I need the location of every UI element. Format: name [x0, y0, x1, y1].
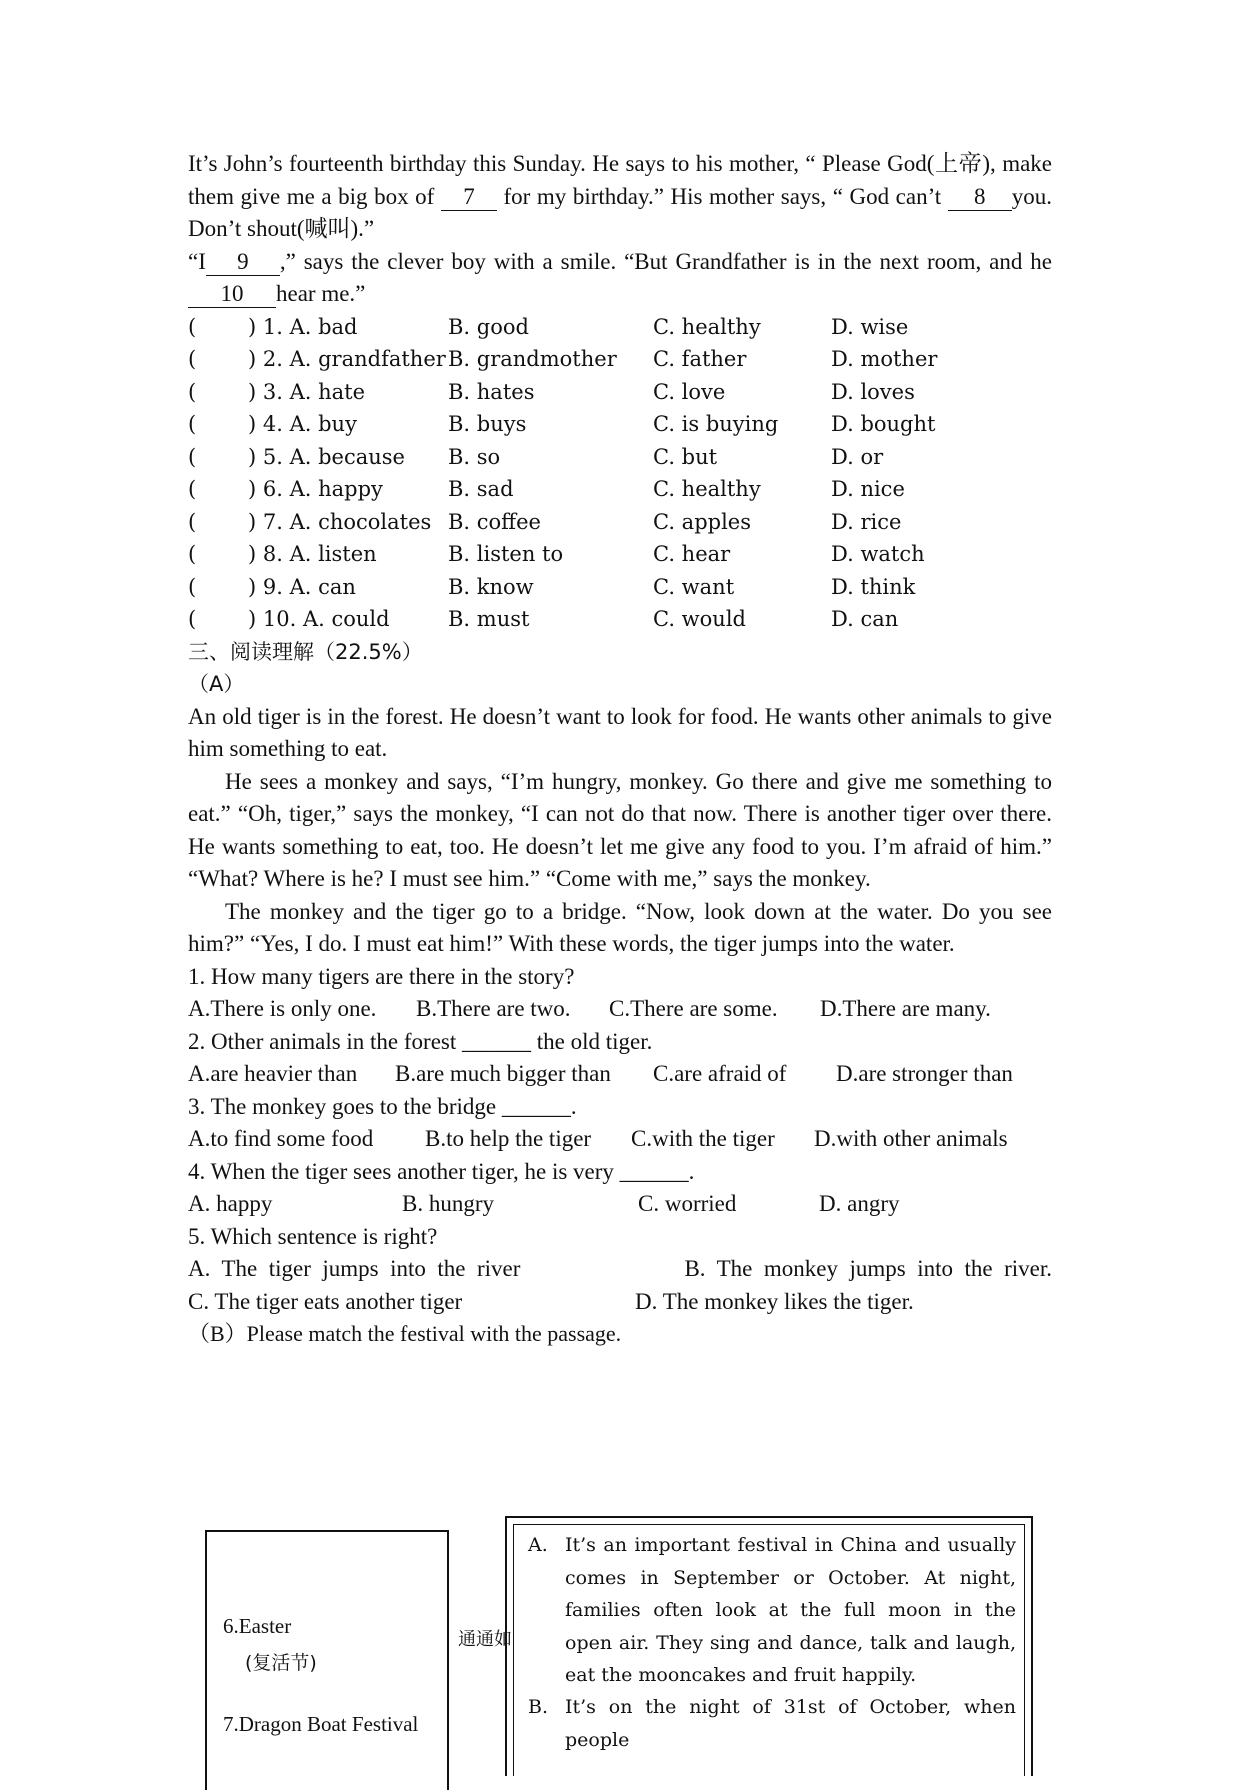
option-a: ) 8. A. listen	[248, 542, 377, 566]
cloze-option-row	[188, 571, 1052, 604]
question-1: 1. How many tigers are there in the story?	[188, 963, 575, 989]
answer-paren[interactable]: (	[188, 444, 197, 469]
question-2: 2. Other animals in the forest ______ the old tiger.	[188, 1028, 653, 1054]
match-letter: B.	[528, 1696, 549, 1718]
option-d: D. nice	[831, 477, 905, 501]
cloze-blank-8: 8	[948, 184, 1012, 211]
passage-a-paragraph: An old tiger is in the forest. He doesn’t want to look for food. He wants other animals to give him something to eat.	[188, 703, 1052, 761]
match-letter: A.	[528, 1534, 548, 1556]
cloze-text: you. Don’t shout(喊叫).”	[188, 183, 1053, 241]
option-a: ) 9. A. can	[248, 574, 356, 599]
option-a: ) 10. A. could	[248, 607, 390, 631]
answer-paren[interactable]: (	[188, 509, 197, 534]
option-c: C. healthy	[653, 477, 761, 501]
option-c: C. love	[653, 379, 726, 404]
answer-paren[interactable]: (	[188, 542, 197, 566]
part-a-label: （A）	[188, 672, 245, 696]
question-3: 3. The monkey goes to the bridge ______.	[188, 1093, 577, 1119]
option-b: B. hates	[448, 379, 535, 404]
option-d: D. loves	[831, 379, 915, 404]
option-a: ) 5. A. because	[248, 444, 405, 469]
option-d: D. bought	[831, 412, 936, 436]
option-a: ) 2. A. grandfather	[248, 347, 446, 371]
option-b: B. grandmother	[448, 347, 617, 371]
answer-paren[interactable]: (	[188, 607, 197, 631]
option-d: D. can	[831, 607, 899, 631]
passage-a-paragraph: He sees a monkey and says, “I’m hungry, monkey. Go there and give me something to eat.” “Oh, tiger,” says the monkey, “I can not do that now. There is another tiger over there. He wants something to eat, too. He doesn’t let me give any food to you. I’m afraid of him.” “What? Where is he? I must see him.” “Come with me,” says the monkey.	[188, 768, 1052, 891]
option-a: ) 3. A. hate	[248, 379, 366, 404]
option-b[interactable]: B. hungry	[402, 1191, 494, 1216]
option-a: ) 4. A. buy	[248, 412, 357, 436]
part-b-label: （B）Please match the festival with the passage.	[188, 1321, 622, 1346]
answer-paren[interactable]: (	[188, 412, 197, 436]
passage-list-outer-box	[505, 1516, 1033, 1776]
option-b: B. must	[448, 607, 530, 631]
question-1-options	[188, 993, 1052, 1026]
option-c: C. would	[653, 607, 746, 631]
option-d[interactable]: D.There are many.	[820, 996, 991, 1021]
option-c: C. but	[653, 444, 718, 469]
page-content	[188, 148, 1052, 1351]
cloze-option-row	[188, 603, 1052, 636]
answer-paren[interactable]: (	[188, 379, 197, 404]
festival-list-box	[205, 1530, 449, 1790]
option-a[interactable]: A.to find some food	[188, 1126, 374, 1151]
cloze-option-row	[188, 311, 1052, 344]
option-b[interactable]: B.are much bigger than	[395, 1061, 611, 1086]
option-b: B. so	[448, 444, 501, 469]
answer-paren[interactable]: (	[188, 477, 197, 501]
option-d: D. think	[831, 574, 916, 599]
option-c[interactable]: C. worried	[638, 1191, 737, 1216]
option-d[interactable]: D. angry	[819, 1191, 900, 1216]
option-a[interactable]: A. The tiger jumps into the river	[188, 1256, 521, 1281]
section-3-title: 三、阅读理解（22.5%）	[188, 639, 423, 664]
option-c[interactable]: C.are afraid of	[653, 1061, 787, 1086]
question-5-options-row-1	[188, 1253, 1052, 1286]
cloze-text: “I	[188, 248, 206, 274]
passage-a-paragraph: The monkey and the tiger go to a bridge. “Now, look down at the water. Do you see him?” “Yes, I do. I must eat him!” With these words, the tiger jumps into the water.	[188, 898, 1052, 956]
option-d[interactable]: D. The monkey likes the tiger.	[635, 1288, 914, 1314]
cloze-option-row	[188, 343, 1052, 376]
option-c: C. apples	[653, 509, 751, 534]
option-a: ) 1. A. bad	[248, 314, 358, 339]
option-b[interactable]: B. The monkey jumps into the river.	[684, 1256, 1052, 1281]
cloze-option-row	[188, 408, 1052, 441]
cloze-option-row	[188, 473, 1052, 506]
passage-list-inner-box	[513, 1524, 1025, 1776]
option-c: C. father	[653, 347, 747, 371]
option-d: D. wise	[831, 314, 909, 339]
match-text: It’s an important festival in China and usually comes in September or October. At night, families often look at the full moon in the open air. They sing and dance, talk and laugh, eat the mooncakes and fruit happily.	[565, 1534, 1016, 1686]
option-a[interactable]: A. happy	[188, 1191, 273, 1216]
option-b: B. good	[448, 314, 529, 339]
option-c[interactable]: C. The tiger eats another tiger	[188, 1288, 463, 1314]
option-b: B. buys	[448, 412, 527, 436]
cloze-text: It’s John’s fourteenth birthday this Sunday. He says to his mother, “ Please God(上帝), make them give me a big box of	[188, 151, 1052, 209]
option-c[interactable]: C.with the tiger	[631, 1126, 775, 1151]
option-c: C. is buying	[653, 412, 779, 436]
festival-item-7: 7.Dragon Boat Festival	[223, 1712, 419, 1736]
option-b: B. sad	[448, 477, 514, 501]
option-d[interactable]: D.are stronger than	[836, 1061, 1013, 1086]
match-passage-a	[528, 1529, 1016, 1692]
option-b[interactable]: B.to help the tiger	[425, 1126, 592, 1151]
question-4: 4. When the tiger sees another tiger, he is very ______.	[188, 1158, 695, 1184]
question-3-options	[188, 1123, 1052, 1156]
cloze-option-row	[188, 538, 1052, 571]
option-c: C. want	[653, 574, 735, 599]
cloze-passage-paragraph-1	[188, 148, 1052, 246]
question-5: 5. Which sentence is right?	[188, 1223, 438, 1249]
cloze-text: hear me.”	[276, 281, 366, 306]
question-2-options	[188, 1058, 1052, 1091]
cloze-option-row	[188, 376, 1052, 409]
connector-label: 通通如	[458, 1629, 512, 1650]
option-d: D. rice	[831, 509, 902, 534]
cloze-options-list	[188, 311, 1052, 636]
option-b: B. coffee	[448, 509, 541, 534]
festival-item-6-chinese: (复活节)	[245, 1652, 317, 1674]
option-d: D. watch	[831, 542, 925, 566]
question-5-options-row-2	[188, 1286, 1052, 1319]
question-4-options	[188, 1188, 1052, 1221]
cloze-text: for my birthday.” His mother says, “ God can’t	[503, 183, 942, 209]
option-d: D. or	[831, 444, 884, 469]
cloze-blank-9: 9	[206, 249, 280, 276]
match-text: It’s on the night of 31st of October, when people	[565, 1696, 1016, 1751]
cloze-passage-paragraph-2	[188, 246, 1052, 311]
cloze-blank-10: 10	[188, 281, 276, 308]
option-c[interactable]: C.There are some.	[609, 996, 778, 1021]
festival-item-6: 6.Easter	[223, 1614, 292, 1638]
match-passage-b	[528, 1691, 1016, 1756]
option-b: B. know	[448, 574, 534, 599]
option-a: ) 7. A. chocolates	[248, 509, 432, 534]
option-d: D. mother	[831, 347, 938, 371]
option-b[interactable]: B.There are two.	[416, 996, 571, 1021]
option-a: ) 6. A. happy	[248, 477, 383, 501]
option-d[interactable]: D.with other animals	[814, 1126, 1008, 1151]
cloze-option-row	[188, 506, 1052, 539]
option-b: B. listen to	[448, 542, 564, 566]
option-a[interactable]: A.There is only one.	[188, 996, 377, 1021]
option-c: C. healthy	[653, 314, 761, 339]
cloze-blank-7: 7	[441, 184, 497, 211]
answer-paren[interactable]: (	[188, 314, 197, 339]
cloze-option-row	[188, 441, 1052, 474]
answer-paren[interactable]: (	[188, 347, 197, 371]
option-a[interactable]: A.are heavier than	[188, 1061, 358, 1086]
option-c: C. hear	[653, 542, 731, 566]
cloze-text: ,” says the clever boy with a smile. “But Grandfather is in the next room, and he	[279, 248, 1052, 274]
answer-paren[interactable]: (	[188, 574, 197, 599]
